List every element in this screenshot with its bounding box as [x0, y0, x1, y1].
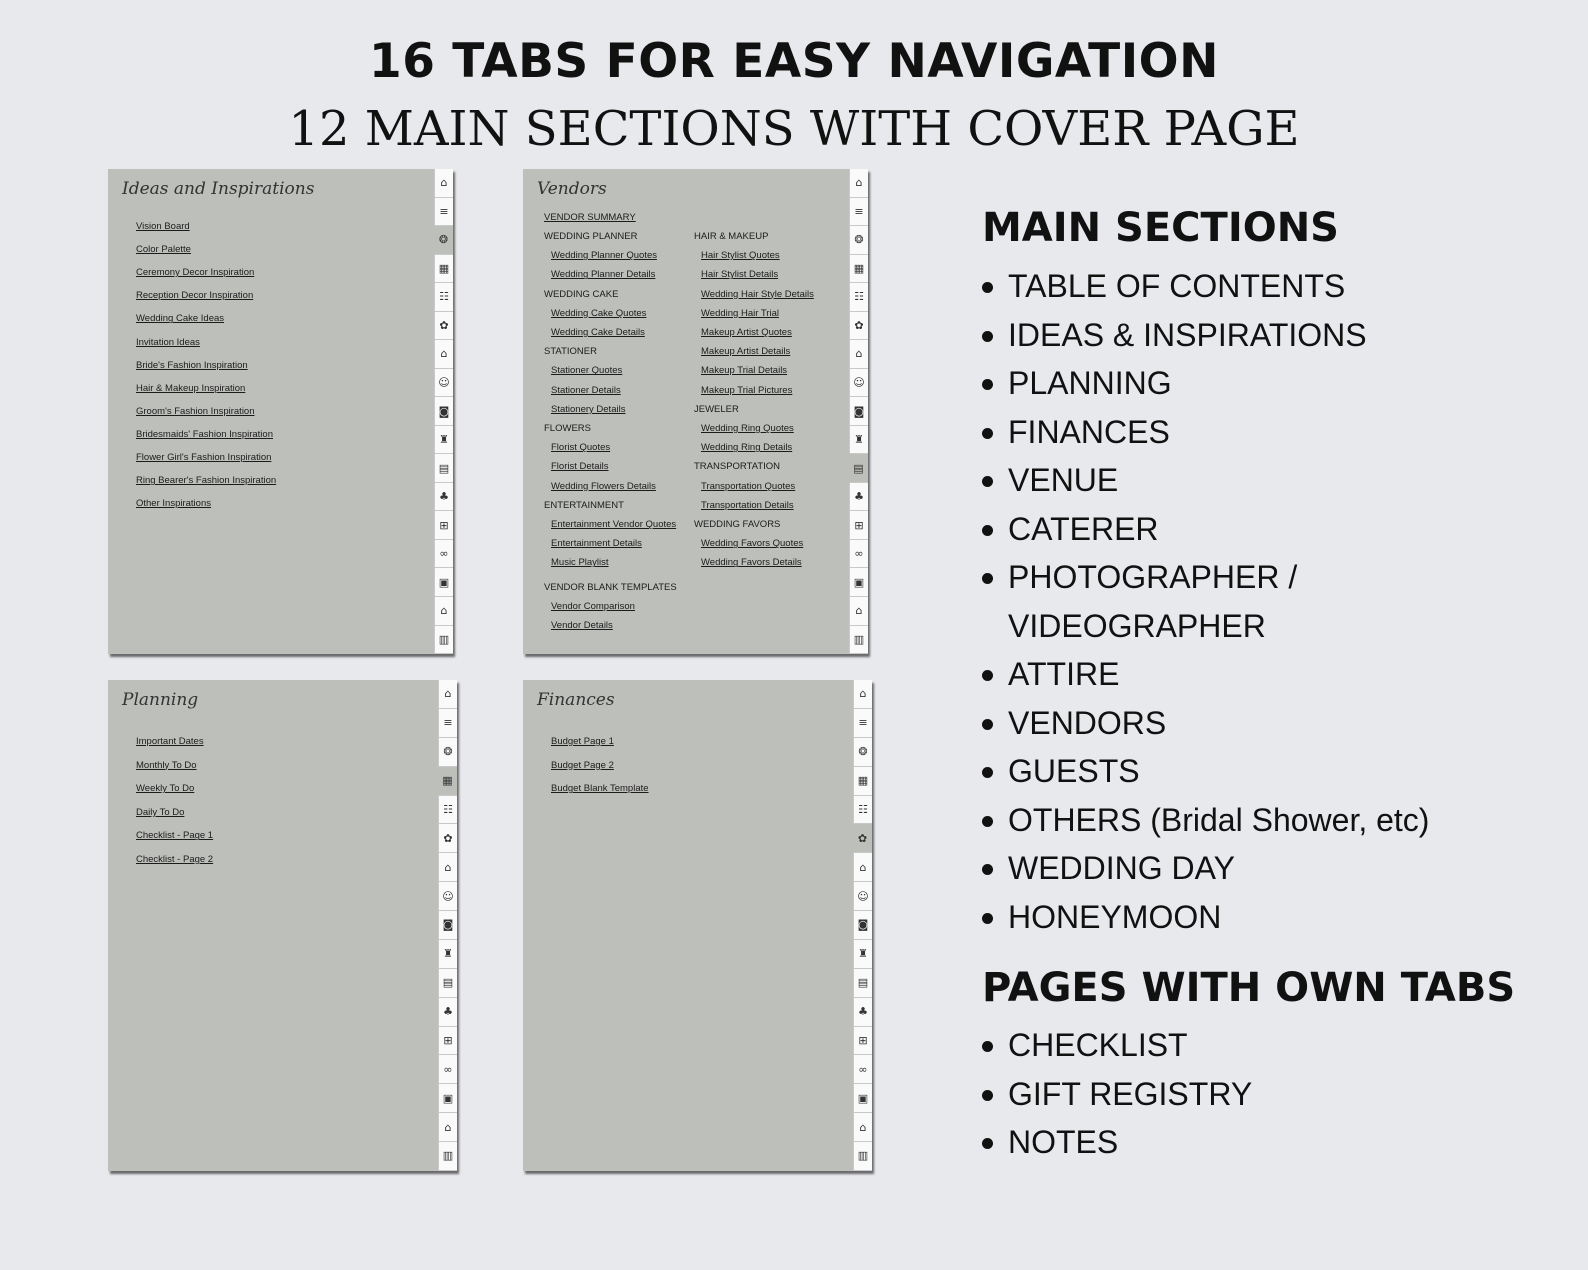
- tab-strip: [853, 680, 872, 1171]
- honeymoon-suitcase-icon[interactable]: ▣: [849, 568, 868, 597]
- caterer-icon[interactable]: ☺: [434, 369, 453, 398]
- honeymoon-suitcase-icon[interactable]: ▣: [434, 568, 453, 597]
- home-icon[interactable]: ⌂: [434, 169, 453, 198]
- vendors-doc-icon[interactable]: ▤: [434, 454, 453, 483]
- finances-icon[interactable]: ✿: [853, 824, 872, 853]
- vendor-link[interactable]: Makeup Trial Pictures: [701, 384, 793, 396]
- vendor-link[interactable]: Transportation Quotes: [701, 480, 796, 492]
- camera-icon[interactable]: ◙: [849, 397, 868, 426]
- list-item: OTHERS (Bridal Shower, etc): [982, 796, 1429, 845]
- vendor-link[interactable]: Wedding Hair Style Details: [701, 288, 814, 300]
- page-title: Vendors: [537, 179, 607, 199]
- list-item: HONEYMOON: [982, 893, 1429, 942]
- vendor-summary-link[interactable]: VENDOR SUMMARY: [544, 212, 636, 223]
- vendor-link[interactable]: Makeup Artist Quotes: [701, 327, 792, 338]
- honeymoon-suitcase-icon[interactable]: ▣: [438, 1084, 457, 1113]
- page-link[interactable]: Ceremony Decor Inspiration: [136, 267, 255, 279]
- vendor-link[interactable]: Entertainment Details: [551, 538, 642, 550]
- page-title: Ideas and Inspirations: [122, 179, 315, 199]
- vendor-link[interactable]: Hair Stylist Quotes: [701, 250, 780, 262]
- vendor-category-heading: TRANSPORTATION: [694, 461, 781, 473]
- vendor-category-heading: STATIONER: [544, 346, 597, 358]
- list-item: FINANCES: [982, 408, 1429, 457]
- venue-icon[interactable]: ⌂: [434, 340, 453, 369]
- venue-icon[interactable]: ⌂: [849, 340, 868, 369]
- others-icon[interactable]: ⊞: [853, 1027, 872, 1056]
- vendor-category-heading: WEDDING FAVORS: [694, 519, 781, 530]
- checklist-icon[interactable]: ☷: [849, 283, 868, 312]
- vendor-link[interactable]: Stationery Details: [551, 403, 626, 415]
- vendors-page: [523, 169, 868, 654]
- notes-icon[interactable]: ▥: [853, 1142, 872, 1171]
- rings-icon[interactable]: ∞: [853, 1055, 872, 1084]
- home-icon[interactable]: ⌂: [849, 169, 868, 198]
- page-link[interactable]: Groom's Fashion Inspiration: [136, 405, 255, 417]
- page-link[interactable]: Invitation Ideas: [136, 336, 200, 348]
- attire-icon[interactable]: ♜: [434, 426, 453, 455]
- vendor-category-heading: JEWELER: [694, 403, 739, 415]
- tab-strip: [849, 169, 868, 654]
- page-link[interactable]: Color Palette: [136, 244, 191, 256]
- notes-icon[interactable]: ▥: [849, 626, 868, 655]
- attire-icon[interactable]: ♜: [853, 940, 872, 969]
- vendor-link[interactable]: Wedding Cake Quotes: [551, 307, 647, 319]
- page-title: Planning: [122, 690, 199, 710]
- guests-icon[interactable]: ♣: [434, 483, 453, 512]
- page-link[interactable]: Checklist - Page 2: [136, 854, 214, 865]
- vendor-link[interactable]: Makeup Trial Details: [701, 365, 788, 377]
- menu-icon[interactable]: ≡: [438, 709, 457, 738]
- page-link[interactable]: Monthly To Do: [136, 759, 197, 771]
- vendor-link[interactable]: Wedding Favors Details: [701, 557, 802, 569]
- vendor-link[interactable]: Wedding Flowers Details: [551, 480, 656, 492]
- headline-title: 16 TABS FOR EASY NAVIGATION: [369, 34, 1219, 89]
- ideas-icon[interactable]: ❂: [438, 738, 457, 767]
- page-link[interactable]: Important Dates: [136, 736, 204, 747]
- vendors-doc-icon[interactable]: ▤: [438, 969, 457, 998]
- vendor-category-heading: HAIR & MAKEUP: [694, 231, 769, 242]
- calendar-icon[interactable]: ▦: [849, 255, 868, 284]
- vendor-link[interactable]: Wedding Favors Quotes: [701, 538, 804, 550]
- vendor-link[interactable]: Vendor Comparison: [551, 601, 635, 612]
- main-sections-heading: MAIN SECTIONS: [982, 205, 1339, 251]
- vendor-category-heading: WEDDING CAKE: [544, 288, 619, 300]
- vendor-link[interactable]: Music Playlist: [551, 557, 609, 569]
- tab-strip: [438, 680, 457, 1171]
- gift-icon[interactable]: ⌂: [853, 1113, 872, 1142]
- list-item: PLANNING: [982, 359, 1429, 408]
- page-link[interactable]: Flower Girl's Fashion Inspiration: [136, 452, 272, 463]
- checklist-icon[interactable]: ☷: [438, 796, 457, 825]
- page-link[interactable]: Ring Bearer's Fashion Inspiration: [136, 475, 277, 487]
- page-link[interactable]: Daily To Do: [136, 806, 185, 818]
- list-item: VIDEOGRAPHER: [1008, 607, 1266, 644]
- page-link[interactable]: Bridesmaids' Fashion Inspiration: [136, 428, 273, 440]
- ideas-page: [108, 169, 453, 654]
- page-title: Finances: [537, 690, 615, 710]
- home-icon[interactable]: ⌂: [853, 680, 872, 709]
- vendor-category-heading: ENTERTAINMENT: [544, 499, 624, 511]
- list-item: VENDORS: [982, 699, 1429, 748]
- vendor-category-heading: FLOWERS: [544, 423, 591, 434]
- list-item: WEDDING DAY: [982, 844, 1429, 893]
- list-item: CATERER: [982, 505, 1429, 554]
- page-link[interactable]: Budget Page 1: [551, 736, 614, 747]
- rings-icon[interactable]: ∞: [849, 540, 868, 569]
- tab-strip: [434, 169, 453, 654]
- page-link[interactable]: Other Inspirations: [136, 498, 211, 510]
- notes-icon[interactable]: ▥: [438, 1142, 457, 1171]
- page-link[interactable]: Budget Page 2: [551, 759, 614, 771]
- vendor-link[interactable]: Wedding Hair Trial: [701, 307, 779, 319]
- others-icon[interactable]: ⊞: [434, 511, 453, 540]
- ideas-icon[interactable]: ❂: [853, 738, 872, 767]
- list-item: PHOTOGRAPHER /: [982, 553, 1429, 602]
- vendor-link[interactable]: Hair Stylist Details: [701, 269, 779, 281]
- vendor-link[interactable]: Entertainment Vendor Quotes: [551, 519, 677, 530]
- vendor-link[interactable]: Vendor Details: [551, 620, 613, 632]
- headline-subtitle: 12 MAIN SECTIONS WITH COVER PAGE: [288, 101, 1300, 157]
- vendor-link[interactable]: Wedding Ring Details: [701, 442, 793, 454]
- calendar-icon[interactable]: ▦: [434, 255, 453, 284]
- page-link[interactable]: Bride's Fashion Inspiration: [136, 359, 248, 371]
- finances-icon[interactable]: ✿: [438, 824, 457, 853]
- guests-icon[interactable]: ♣: [849, 483, 868, 512]
- vendor-link[interactable]: Wedding Cake Details: [551, 327, 645, 338]
- caterer-icon[interactable]: ☺: [849, 369, 868, 398]
- calendar-icon[interactable]: ▦: [853, 767, 872, 796]
- own-tabs-heading: PAGES WITH OWN TABS: [982, 965, 1516, 1011]
- checklist-icon[interactable]: ☷: [853, 796, 872, 825]
- page-link[interactable]: Vision Board: [136, 221, 190, 232]
- vendor-link[interactable]: Makeup Artist Details: [701, 346, 791, 358]
- rings-icon[interactable]: ∞: [438, 1055, 457, 1084]
- menu-icon[interactable]: ≡: [849, 198, 868, 227]
- honeymoon-suitcase-icon[interactable]: ▣: [853, 1084, 872, 1113]
- list-item: NOTES: [982, 1118, 1252, 1167]
- gift-icon[interactable]: ⌂: [849, 597, 868, 626]
- vendor-category-heading: WEDDING PLANNER: [544, 231, 638, 242]
- camera-icon[interactable]: ◙: [434, 397, 453, 426]
- attire-icon[interactable]: ♜: [849, 426, 868, 455]
- page-link[interactable]: Budget Blank Template: [551, 783, 649, 795]
- list-item: GIFT REGISTRY: [982, 1070, 1252, 1119]
- menu-icon[interactable]: ≡: [434, 198, 453, 227]
- venue-icon[interactable]: ⌂: [438, 853, 457, 882]
- gift-icon[interactable]: ⌂: [434, 597, 453, 626]
- ideas-icon[interactable]: ❂: [849, 226, 868, 255]
- menu-icon[interactable]: ≡: [853, 709, 872, 738]
- vendors-doc-icon[interactable]: ▤: [849, 454, 868, 483]
- venue-icon[interactable]: ⌂: [853, 853, 872, 882]
- page-link[interactable]: Reception Decor Inspiration: [136, 290, 254, 302]
- list-item: IDEAS & INSPIRATIONS: [982, 311, 1429, 360]
- finances-page: [523, 680, 872, 1171]
- attire-icon[interactable]: ♜: [438, 940, 457, 969]
- others-icon[interactable]: ⊞: [438, 1027, 457, 1056]
- vendor-link[interactable]: Transportation Details: [701, 499, 794, 511]
- finances-icon[interactable]: ✿: [849, 312, 868, 341]
- gift-icon[interactable]: ⌂: [438, 1113, 457, 1142]
- guests-icon[interactable]: ♣: [853, 998, 872, 1027]
- page-link[interactable]: Hair & Makeup Inspiration: [136, 382, 246, 394]
- calendar-icon[interactable]: ▦: [438, 767, 457, 796]
- page-link[interactable]: Weekly To Do: [136, 783, 195, 795]
- vendor-link[interactable]: Stationer Quotes: [551, 365, 623, 377]
- own-tabs-list: [982, 1021, 1252, 1167]
- list-item: VENUE: [982, 456, 1429, 505]
- vendor-link[interactable]: Wedding Ring Quotes: [701, 423, 794, 434]
- notes-icon[interactable]: ▥: [434, 626, 453, 655]
- others-icon[interactable]: ⊞: [849, 511, 868, 540]
- home-icon[interactable]: ⌂: [438, 680, 457, 709]
- list-item: ATTIRE: [982, 650, 1429, 699]
- vendors-doc-icon[interactable]: ▤: [853, 969, 872, 998]
- planning-page: [108, 680, 457, 1171]
- vendor-category-heading: VENDOR BLANK TEMPLATES: [544, 582, 677, 593]
- caterer-icon[interactable]: ☺: [853, 882, 872, 911]
- vendor-link[interactable]: Florist Details: [551, 461, 609, 473]
- guests-icon[interactable]: ♣: [438, 998, 457, 1027]
- main-sections-list: [982, 262, 1429, 941]
- vendor-link[interactable]: Stationer Details: [551, 384, 621, 396]
- camera-icon[interactable]: ◙: [853, 911, 872, 940]
- ideas-icon[interactable]: ❂: [434, 226, 453, 255]
- vendor-link[interactable]: Wedding Planner Quotes: [551, 250, 657, 262]
- rings-icon[interactable]: ∞: [434, 540, 453, 569]
- camera-icon[interactable]: ◙: [438, 911, 457, 940]
- list-item: CHECKLIST: [982, 1021, 1252, 1070]
- list-item: TABLE OF CONTENTS: [982, 262, 1429, 311]
- vendor-link[interactable]: Florist Quotes: [551, 442, 611, 454]
- page-link[interactable]: Checklist - Page 1: [136, 830, 214, 842]
- finances-icon[interactable]: ✿: [434, 312, 453, 341]
- page-link[interactable]: Wedding Cake Ideas: [136, 313, 225, 325]
- list-item: GUESTS: [982, 747, 1429, 796]
- vendor-link[interactable]: Wedding Planner Details: [551, 269, 656, 281]
- caterer-icon[interactable]: ☺: [438, 882, 457, 911]
- checklist-icon[interactable]: ☷: [434, 283, 453, 312]
